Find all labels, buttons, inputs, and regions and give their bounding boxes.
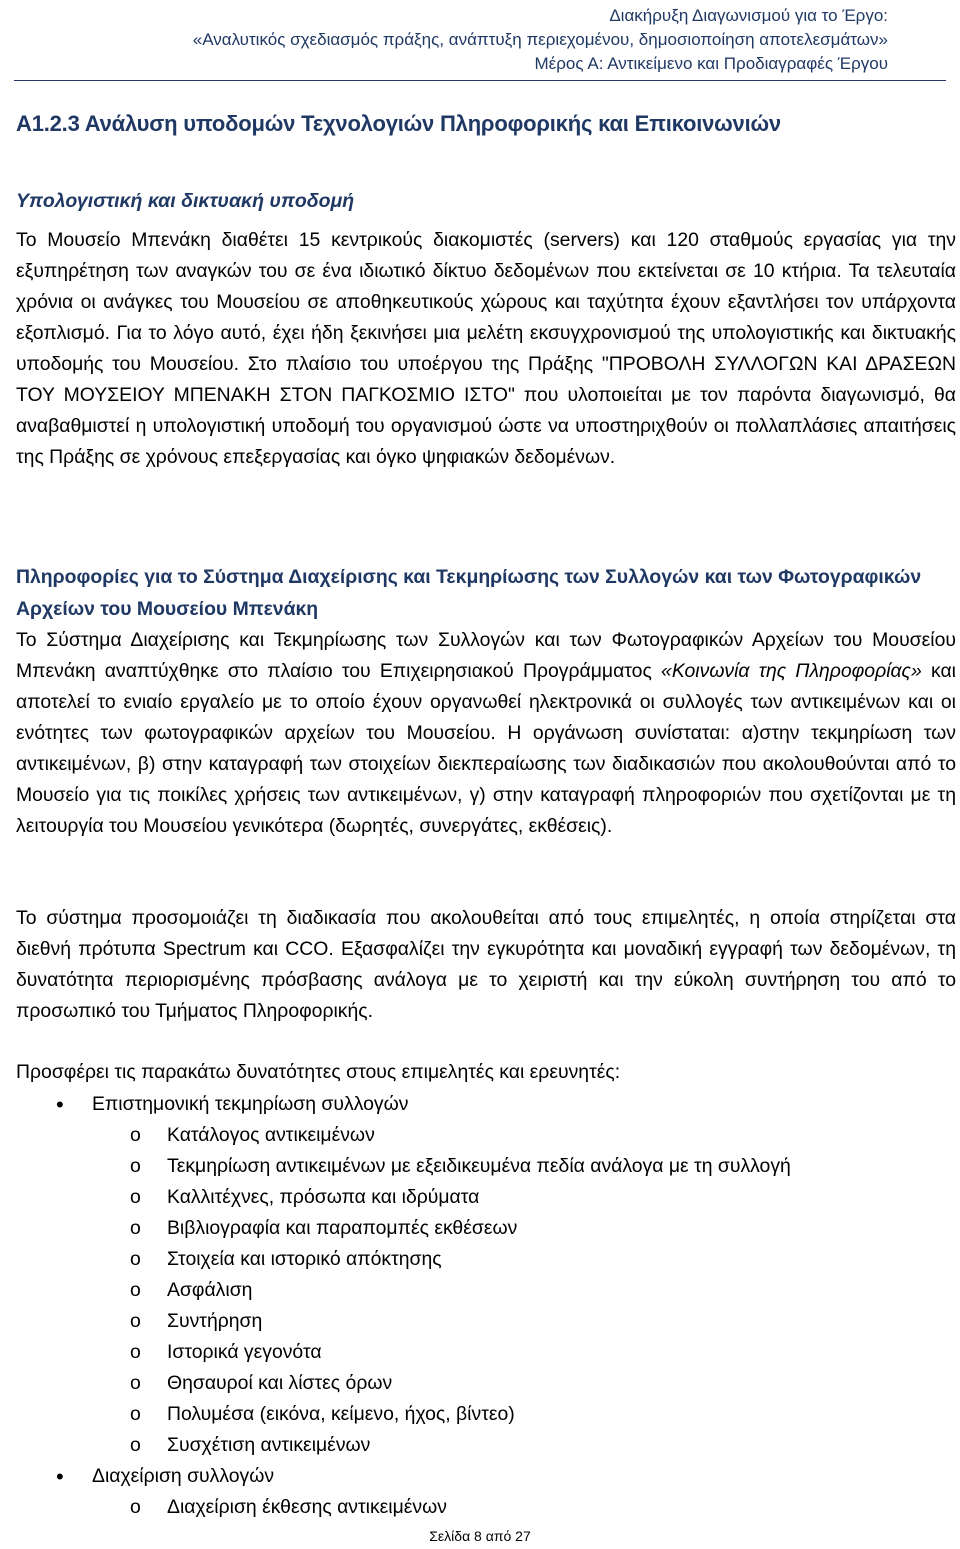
list-item: [16, 1461, 946, 1492]
sub-bullet-icon: o: [130, 1341, 141, 1363]
paragraph-text: και αποτελεί το ενιαίο εργαλείο με το οποίο έχουν οργανωθεί ηλεκτρονικά οι συλλογές των αντικειμένων και οι ενότητες των φωτογραφικών αρχείων του Μουσείου. Η οργάνωση συνίσταται: α)στην τεκμηρίωση των αντικειμένων, β) στην καταγραφή των στοιχείων διεκπεραίωσης των διαδικασιών που ακολουθούνται από το Μουσείο για τις ποικίλες χρήσεις των αντικειμένων, γ) στην καταγραφή πληροφοριών που σχετίζονται με τη λειτουργία του Μουσείου γενικότερα (δωρητές, συνεργάτες, εκθέσεις).: [16, 660, 956, 837]
sub-list-item: [16, 1275, 946, 1306]
sub-bullet-icon: o: [130, 1217, 141, 1239]
sub-list-item-label: Τεκμηρίωση αντικειμένων με εξειδικευμένα πεδία ανάλογα με τη συλλογή: [167, 1155, 791, 1177]
sub-bullet-icon: o: [130, 1279, 141, 1301]
list-item-label: Διαχείριση συλλογών: [92, 1465, 275, 1487]
paragraph-system-standards: Το σύστημα προσομοιάζει τη διαδικασία που ακολουθείται από τους επιμελητές, η οποία στηρίζεται στα διεθνή πρότυπα Spectrum και CCO. Εξασφαλίζει την εγκυρότητα και μοναδική εγγραφή των δεδομένων, τη δυνατότητα περιορισμένης πρόσβασης ανάλογα με το χειριστή και την εύκολη συντήρηση του από το προσωπικό του Τμήματος Πληροφορικής.: [16, 907, 956, 1022]
list-item-label: Επιστημονική τεκμηρίωση συλλογών: [92, 1093, 409, 1115]
paragraph-capabilities-intro: Προσφέρει τις παρακάτω δυνατότητες στους επιμελητές και ερευνητές:: [16, 1061, 621, 1083]
sub-bullet-icon: o: [130, 1372, 141, 1394]
sub-list-item: [16, 1430, 946, 1461]
sub-list-item-label: Βιβλιογραφία και παραπομπές εκθέσεων: [167, 1217, 518, 1239]
capabilities-list: [16, 1089, 946, 1523]
subheading-system: Πληροφορίες για το Σύστημα Διαχείρισης και Τεκμηρίωσης των Συλλογών και των Φωτογραφικών Αρχείων του Μουσείου Μπενάκη: [16, 566, 922, 620]
sub-list-item: [16, 1368, 946, 1399]
sub-list-item: [16, 1306, 946, 1337]
sub-bullet-icon: o: [130, 1496, 141, 1518]
paragraph-system-description: [16, 625, 956, 842]
sub-bullet-icon: o: [130, 1403, 141, 1425]
page-header: [193, 4, 888, 76]
sub-list-item-label: Θησαυροί και λίστες όρων: [167, 1372, 393, 1394]
sub-bullet-icon: o: [130, 1186, 141, 1208]
sub-list-item: [16, 1151, 946, 1182]
sub-bullet-icon: o: [130, 1124, 141, 1146]
sub-list-item-label: Διαχείριση έκθεσης αντικειμένων: [167, 1496, 447, 1518]
bullet-icon: •: [56, 1464, 64, 1489]
sub-list: [16, 1492, 946, 1523]
sub-bullet-icon: o: [130, 1310, 141, 1332]
sub-bullet-icon: o: [130, 1434, 141, 1456]
sub-list-item-label: Καλλιτέχνες, πρόσωπα και ιδρύματα: [167, 1186, 480, 1208]
sub-list-item-label: Κατάλογος αντικειμένων: [167, 1124, 375, 1146]
sub-list-item-label: Ιστορικά γεγονότα: [167, 1341, 322, 1363]
sub-list-item-label: Ασφάλιση: [167, 1279, 253, 1301]
header-divider: [14, 80, 946, 81]
sub-list-item: [16, 1399, 946, 1430]
paragraph-text: Το Σύστημα Διαχείρισης και Τεκμηρίωσης των Συλλογών και των Φωτογραφικών Αρχείων του Μουσείου Μπενάκη αναπτύχθηκε στο πλαίσιο του Επιχειρησιακού Προγράμματος: [16, 629, 956, 682]
sub-list-item-label: Πολυμέσα (εικόνα, κείμενο, ήχος, βίντεο): [167, 1403, 515, 1425]
list-item: [16, 1089, 946, 1120]
sub-bullet-icon: o: [130, 1155, 141, 1177]
paragraph-infrastructure: Το Μουσείο Μπενάκη διαθέτει 15 κεντρικούς διακομιστές (servers) και 120 σταθμούς εργασίας για την εξυπηρέτηση των αναγκών του σε ένα ιδιωτικό δίκτυο δεδομένων που εκτείνεται σε 10 κτήρια. Τα τελευταία χρόνια οι ανάγκες του Μουσείου σε αποθηκευτικούς χώρους και ταχύτητα έχουν εξαντλήσει τον υπάρχοντα εξοπλισμό. Για το λόγο αυτό, έχει ήδη ξεκινήσει μια μελέτη εκσυγχρονισμού της υπολογιστικής και δικτυακής υποδομής του Μουσείου. Στο πλαίσιο του υποέργου της Πράξης "ΠΡΟΒΟΛΗ ΣΥΛΛΟΓΩΝ ΚΑΙ ΔΡΑΣΕΩΝ ΤΟΥ ΜΟΥΣΕΙΟΥ ΜΠΕΝΑΚΗ ΣΤΟΝ ΠΑΓΚΟΣΜΙΟ ΙΣΤΟ" που υλοποιείται με τον παρόντα διαγωνισμό, θα αναβαθμιστεί η υπολογιστική υποδομή του οργανισμού ώστε να υποστηριχθούν οι πολλαπλάσιες απαιτήσεις της Πράξης σε χρόνους επεξεργασίας και όγκο ψηφιακών δεδομένων.: [16, 229, 956, 468]
sub-list-item-label: Συσχέτιση αντικειμένων: [167, 1434, 371, 1456]
page-footer: Σελίδα 8 από 27: [429, 1528, 531, 1544]
sub-list: [16, 1120, 946, 1461]
bullet-icon: •: [56, 1092, 64, 1117]
subheading-infrastructure: Υπολογιστική και δικτυακή υποδομή: [16, 190, 355, 212]
program-name: «Κοινωνία της Πληροφορίας»: [661, 660, 922, 682]
sub-list-item: [16, 1492, 946, 1523]
sub-list-item: [16, 1213, 946, 1244]
sub-bullet-icon: o: [130, 1248, 141, 1270]
header-line-3: Μέρος Α: Αντικείμενο και Προδιαγραφές Έργου: [534, 54, 888, 73]
sub-list-item: [16, 1244, 946, 1275]
header-line-1: Διακήρυξη Διαγωνισμού για το Έργο:: [609, 6, 888, 25]
sub-list-item: [16, 1337, 946, 1368]
sub-list-item: [16, 1182, 946, 1213]
sub-list-item-label: Συντήρηση: [167, 1310, 263, 1332]
header-line-2: «Αναλυτικός σχεδιασμός πράξης, ανάπτυξη περιεχομένου, δημοσιοποίηση αποτελεσμάτων»: [192, 30, 888, 49]
sub-list-item: [16, 1120, 946, 1151]
sub-list-item-label: Στοιχεία και ιστορικό απόκτησης: [167, 1248, 442, 1270]
section-title: Α1.2.3 Ανάλυση υποδομών Τεχνολογιών Πληροφορικής και Επικοινωνιών: [16, 111, 781, 136]
